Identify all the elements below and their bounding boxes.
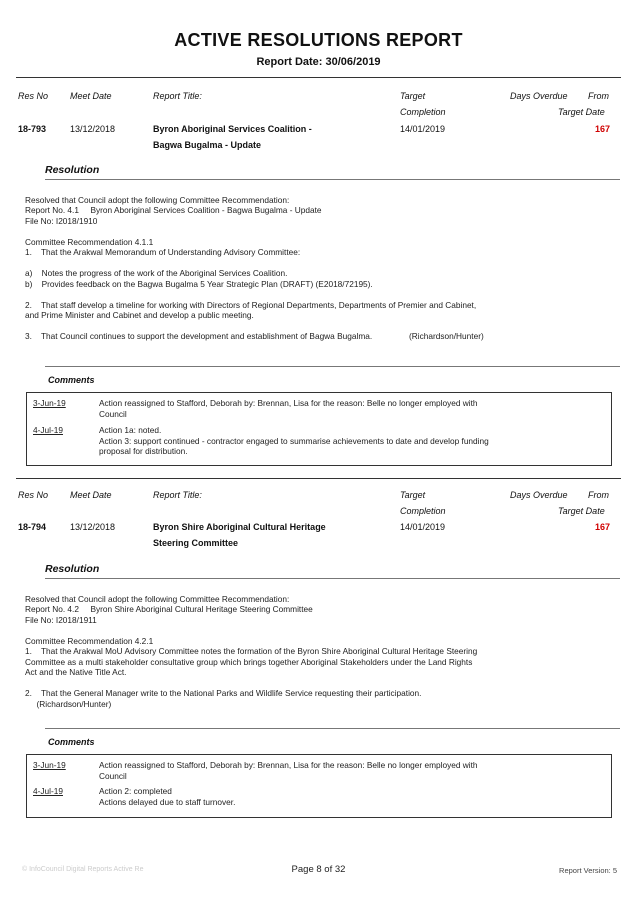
body-line: 1. That the Arakwal MoU Advisory Committee notes the formation of the Byron Shire Aboriginal Cultural Heritage Steering bbox=[25, 646, 478, 656]
header-report-title: Report Title: bbox=[153, 490, 202, 500]
comment-text bbox=[99, 425, 489, 457]
body-line: 2. That staff develop a timeline for working with Directors of Regional Departments, Departments of Premier and Cabinet, bbox=[25, 299, 477, 310]
comment-text bbox=[99, 398, 478, 419]
body-line: Committee Recommendation 4.2.1 bbox=[25, 635, 154, 646]
body-line bbox=[25, 321, 484, 332]
body-line bbox=[25, 258, 484, 269]
comment-text bbox=[99, 786, 235, 807]
comment-line: Actions delayed due to staff turnover. bbox=[99, 796, 236, 807]
resolution-body bbox=[25, 583, 477, 720]
section-divider bbox=[45, 728, 620, 729]
report-date: Report Date: 30/06/2019 bbox=[256, 56, 381, 68]
body-line: File No: I2018/1910 bbox=[25, 215, 98, 226]
report-title-line1: Byron Aboriginal Services Coalition - bbox=[153, 124, 312, 134]
comment-date[interactable]: 4-Jul-19 bbox=[33, 786, 63, 796]
header-from: From bbox=[588, 490, 609, 500]
body-line bbox=[25, 678, 477, 689]
comment-line: Action 2: completed bbox=[99, 786, 172, 796]
target-completion: 14/01/2019 bbox=[400, 522, 446, 532]
comments-box bbox=[26, 392, 612, 466]
divider bbox=[16, 478, 621, 479]
report-title-line2: Bagwa Bugalma - Update bbox=[153, 140, 262, 150]
body-line: Committee as a multi stakeholder consultative group which brings together Aboriginal Stakeholders under the Land Rights bbox=[25, 656, 473, 667]
body-line: 1. That the Arakwal Memorandum of Understanding Advisory Committee: bbox=[25, 247, 301, 257]
comment-line: Council bbox=[99, 770, 127, 781]
section-divider bbox=[45, 578, 620, 579]
days-overdue: 167 bbox=[594, 522, 610, 532]
meet-date: 13/12/2018 bbox=[70, 522, 116, 532]
comments-label: Comments bbox=[48, 375, 95, 385]
comment-date[interactable]: 3-Jun-19 bbox=[33, 760, 66, 770]
header-days-overdue: Days Overdue bbox=[510, 490, 568, 500]
body-line: Report No. 4.1 Byron Aboriginal Services Coalition - Bagwa Bugalma - Update bbox=[25, 205, 322, 215]
body-line bbox=[25, 289, 484, 300]
header-completion: Completion bbox=[400, 107, 446, 117]
report-title: ACTIVE RESOLUTIONS REPORT bbox=[174, 30, 463, 50]
res-no: 18-794 bbox=[18, 522, 47, 532]
body-line: and Prime Minister and Cabinet and develop a public meeting. bbox=[25, 310, 254, 320]
body-line: Resolved that Council adopt the following Committee Recommendation: bbox=[25, 593, 290, 604]
header-completion: Completion bbox=[400, 506, 446, 516]
body-line: (Richardson/Hunter) bbox=[25, 698, 112, 709]
comment-line: Action 3: support continued - contractor engaged to summarise achievements to date and develop funding bbox=[99, 435, 489, 446]
header-res-no: Res No bbox=[18, 490, 49, 500]
comment-line: Action reassigned to Stafford, Deborah by: Brennan, Lisa for the reason: Belle no longer employed with bbox=[99, 760, 478, 770]
comments-label: Comments bbox=[48, 737, 95, 747]
comment-line: Action reassigned to Stafford, Deborah by: Brennan, Lisa for the reason: Belle no longer employed with bbox=[99, 398, 478, 408]
days-overdue: 167 bbox=[594, 124, 610, 134]
header-target-date: Target Date bbox=[558, 107, 605, 117]
target-completion: 14/01/2019 bbox=[400, 124, 446, 134]
comment-date[interactable]: 3-Jun-19 bbox=[33, 398, 66, 408]
body-line: 3. That Council continues to support the development and establishment of Bagwa Bugalma. (Richardson/Hunter) bbox=[25, 331, 484, 341]
divider bbox=[16, 77, 621, 78]
header-meet-date: Meet Date bbox=[70, 91, 112, 101]
header-from: From bbox=[588, 91, 609, 101]
comment-date[interactable]: 4-Jul-19 bbox=[33, 425, 63, 435]
section-label-resolution: Resolution bbox=[45, 164, 100, 176]
footer-source: © InfoCouncil Digital Reports Active Re bbox=[22, 866, 144, 873]
comment-line: Council bbox=[99, 408, 127, 419]
body-line bbox=[25, 226, 484, 237]
header-target: Target bbox=[400, 490, 426, 500]
body-line: Act and the Native Title Act. bbox=[25, 667, 127, 677]
body-line bbox=[25, 625, 477, 636]
header-target-date: Target Date bbox=[558, 506, 605, 516]
header-meet-date: Meet Date bbox=[70, 490, 112, 500]
comment-text bbox=[99, 760, 478, 781]
comments-box bbox=[26, 754, 612, 818]
comment-line: Action 1a: noted. bbox=[99, 425, 162, 435]
section-label-resolution: Resolution bbox=[45, 563, 100, 575]
meet-date: 13/12/2018 bbox=[70, 124, 116, 134]
body-line: Resolved that Council adopt the following Committee Recommendation: bbox=[25, 194, 290, 205]
header-days-overdue: Days Overdue bbox=[510, 91, 568, 101]
report-version: Report Version: 5 bbox=[559, 866, 617, 875]
header-res-no: Res No bbox=[18, 91, 49, 101]
comment-line: proposal for distribution. bbox=[99, 446, 188, 456]
body-line: Report No. 4.2 Byron Shire Aboriginal Cultural Heritage Steering Committee bbox=[25, 604, 313, 614]
body-line: Committee Recommendation 4.1.1 bbox=[25, 236, 154, 247]
body-line: b) Provides feedback on the Bagwa Bugalma 5 Year Strategic Plan (DRAFT) (E2018/72195). bbox=[25, 278, 373, 289]
header-target: Target bbox=[400, 91, 426, 101]
page-number: Page 8 of 32 bbox=[291, 864, 346, 875]
body-line: File No: I2018/1911 bbox=[25, 614, 97, 625]
body-line: 2. That the General Manager write to the National Parks and Wildlife Service requesting their participation. bbox=[25, 688, 422, 698]
body-line: a) Notes the progress of the work of the Aboriginal Services Coalition. bbox=[25, 268, 288, 278]
header-report-title: Report Title: bbox=[153, 91, 202, 101]
report-title-line2: Steering Committee bbox=[153, 538, 239, 548]
resolution-body bbox=[25, 184, 484, 352]
section-divider bbox=[45, 366, 620, 367]
res-no: 18-793 bbox=[18, 124, 47, 134]
section-divider bbox=[45, 179, 620, 180]
report-title-line1: Byron Shire Aboriginal Cultural Heritage bbox=[153, 522, 326, 532]
